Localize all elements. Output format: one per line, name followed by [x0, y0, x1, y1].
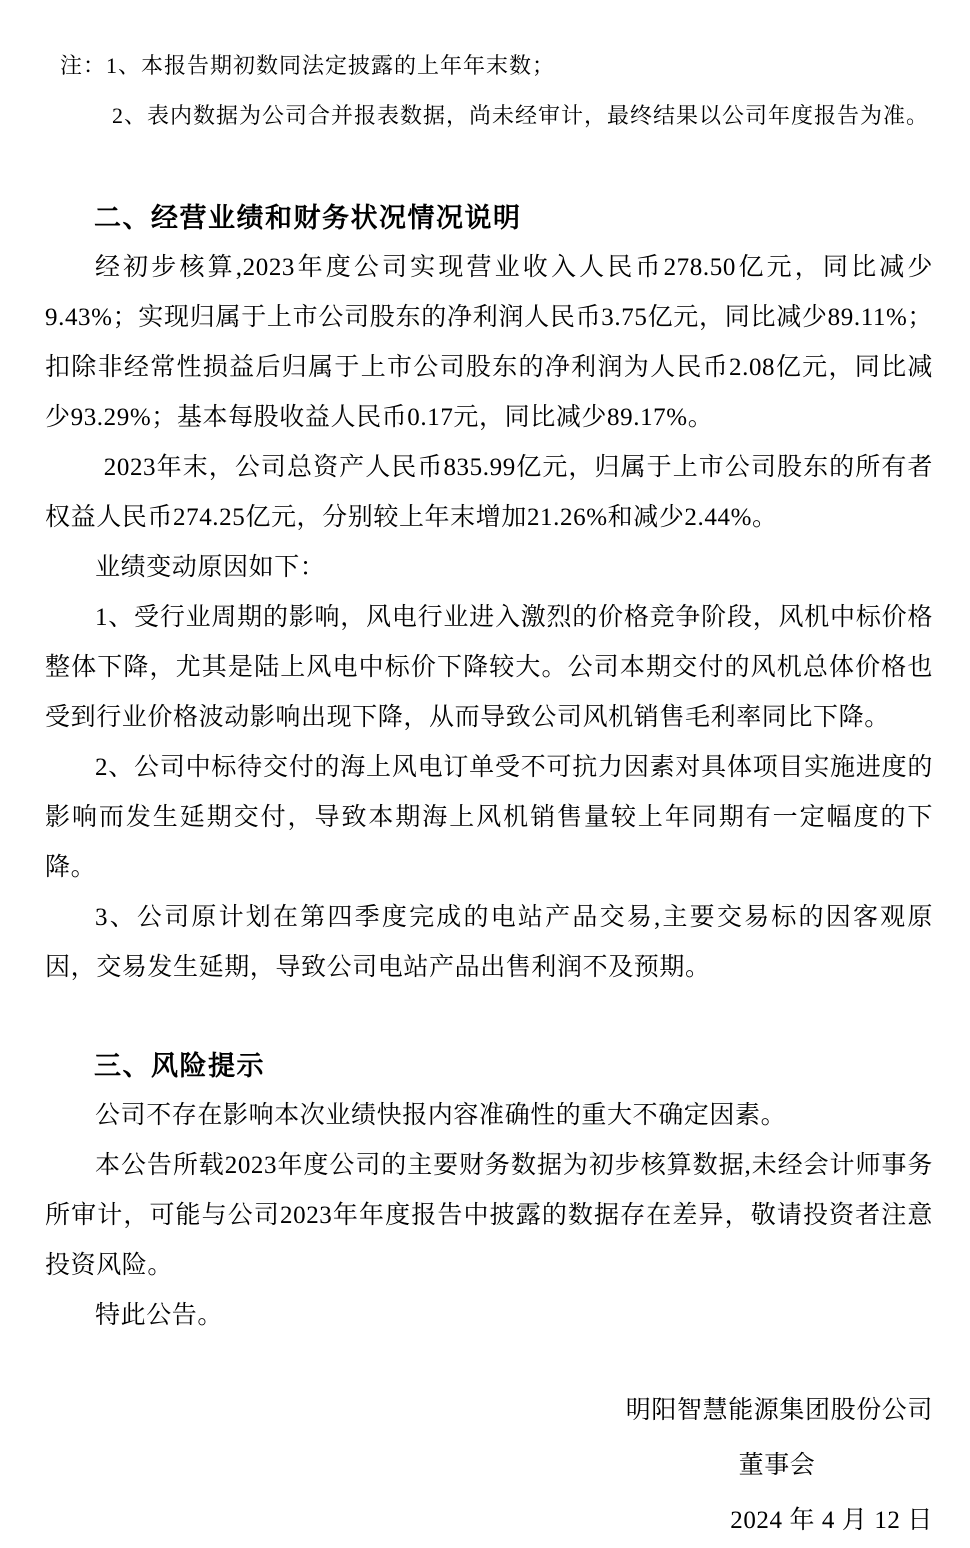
signature-board: 董事会 — [738, 1452, 816, 1479]
section-2-paragraph-reason-2: 2、公司中标待交付的海上风电订单受不可抗力因素对具体项目实施进度的影响而发生延期交付，导致本期海上风机销售量较上年同期有一定幅度的下降。 — [45, 754, 933, 881]
note-line-1: 注：1、本报告期初数同法定披露的上年年末数； — [60, 53, 556, 78]
section-2-paragraph-reason-3: 3、公司原计划在第四季度完成的电站产品交易,主要交易标的因客观原因，交易发生延期，导致公司电站产品出售利润不及预期。 — [45, 904, 933, 981]
signature-date: 2024 年 4 月 12 日 — [730, 1507, 933, 1534]
section-2-paragraph-assets: 2023年末，公司总资产人民币835.99亿元，归属于上市公司股东的所有者权益人民币274.25亿元，分别较上年末增加21.26%和减少2.44%。 — [45, 454, 933, 531]
note-line-2: 2、表内数据为公司合并报表数据，尚未经审计，最终结果以公司年度报告为准。 — [112, 103, 930, 128]
section-2-paragraph-results: 经初步核算,2023年度公司实现营业收入人民币278.50亿元，同比减少9.43%；实现归属于上市公司股东的净利润人民币3.75亿元，同比减少89.11%；扣除非经常性损益后归属于上市公司股东的净利润为人民币2.08亿元，同比减少93.29%；基本每股收益人民币0.17元，同比减少89.17%。 — [45, 254, 933, 431]
closing-statement: 特此公告。 — [95, 1302, 224, 1329]
signature-company-name: 明阳智慧能源集团股份公司 — [625, 1397, 933, 1424]
signature-block — [621, 1383, 933, 1548]
section-3-heading: 三、风险提示 — [94, 1051, 265, 1081]
section-3-paragraph-no-uncertainty: 公司不存在影响本次业绩快报内容准确性的重大不确定因素。 — [95, 1102, 787, 1129]
section-3-paragraph-audit-disclaimer: 本公告所载2023年度公司的主要财务数据为初步核算数据,未经会计师事务所审计，可能与公司2023年年度报告中披露的数据存在差异，敬请投资者注意投资风险。 — [45, 1152, 933, 1279]
section-2-heading: 二、经营业绩和财务状况情况说明 — [94, 203, 522, 233]
section-2-paragraph-reason-1: 1、受行业周期的影响，风电行业进入激烈的价格竞争阶段，风机中标价格整体下降，尤其是陆上风电中标价下降较大。公司本期交付的风机总体价格也受到行业价格波动影响出现下降，从而导致公司风机销售毛利率同比下降。 — [45, 604, 933, 731]
section-2-paragraph-reasons-intro: 业绩变动原因如下： — [95, 554, 326, 581]
